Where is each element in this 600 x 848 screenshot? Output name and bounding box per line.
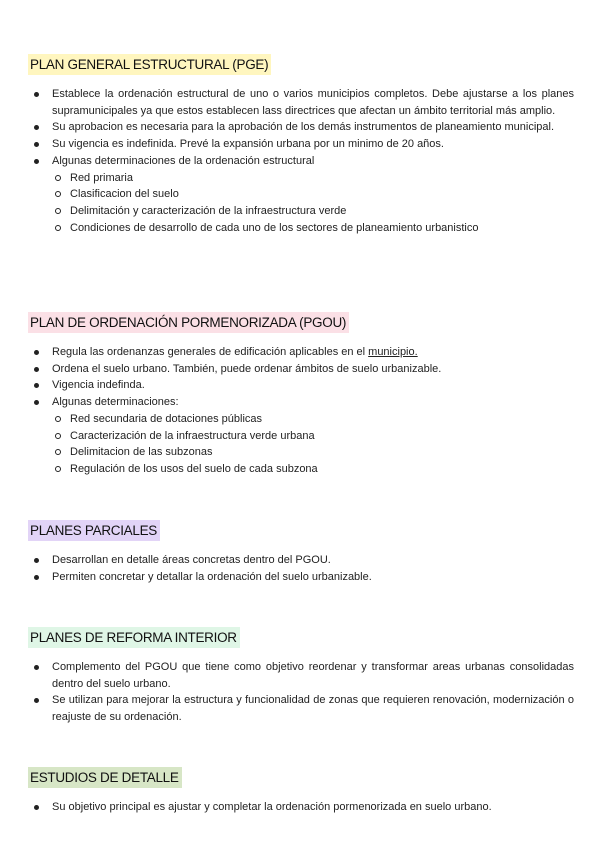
list-item: Algunas determinaciones de la ordenación estructural xyxy=(28,153,574,170)
sub-list-item: Clasificacion del suelo xyxy=(28,186,574,203)
section-heading: PLAN GENERAL ESTRUCTURAL (PGE) xyxy=(28,54,271,75)
list-item: Algunas determinaciones: xyxy=(28,394,574,411)
list-item: Establece la ordenación estructural de uno o varios municipios completos. Debe ajustarse a los planes supramunicipales ya que estos establecen lass directrices que afectan un ámbito territorial más amplio. xyxy=(28,86,574,119)
sub-list-item: Red primaria xyxy=(28,170,574,187)
sub-list-item: Delimitación y caracterización de la infraestructura verde xyxy=(28,203,574,220)
bullet-list xyxy=(28,344,574,478)
list-item: Permiten concretar y detallar la ordenación del suelo urbanizable. xyxy=(28,569,574,586)
section-heading: PLANES DE REFORMA INTERIOR xyxy=(28,627,240,648)
list-item: Complemento del PGOU que tiene como objetivo reordenar y transformar areas urbanas consolidadas dentro del suelo urbano. xyxy=(28,659,574,692)
section-pge xyxy=(28,54,574,236)
bullet-list xyxy=(28,799,574,816)
municipio-link[interactable]: municipio. xyxy=(368,346,418,358)
section-planes-parciales xyxy=(28,520,574,585)
sub-list-item: Regulación de los usos del suelo de cada subzona xyxy=(28,461,574,478)
list-item: Su vigencia es indefinida. Prevé la expansión urbana por un minimo de 20 años. xyxy=(28,136,574,153)
list-item-text: Regula las ordenanzas generales de edificación aplicables en el xyxy=(52,346,369,358)
bullet-list xyxy=(28,552,574,585)
list-item: Se utilizan para mejorar la estructura y funcionalidad de zonas que requieren renovación, modernización o reajuste de su ordenación. xyxy=(28,692,574,725)
section-heading: ESTUDIOS DE DETALLE xyxy=(28,767,182,788)
bullet-list xyxy=(28,659,574,726)
section-heading: PLANES PARCIALES xyxy=(28,520,160,541)
list-item: Vigencia indefinda. xyxy=(28,377,574,394)
sub-list-item: Condiciones de desarrollo de cada uno de los sectores de planeamiento urbanistico xyxy=(28,220,574,237)
section-pgou xyxy=(28,312,574,478)
section-estudios-detalle xyxy=(28,767,574,816)
section-heading: PLAN DE ORDENACIÓN PORMENORIZADA (PGOU) xyxy=(28,312,349,333)
sub-list-item: Caracterización de la infraestructura verde urbana xyxy=(28,428,574,445)
section-reforma-interior xyxy=(28,627,574,726)
bullet-list xyxy=(28,86,574,236)
list-item: Ordena el suelo urbano. También, puede ordenar ámbitos de suelo urbanizable. xyxy=(28,361,574,378)
list-item: Su objetivo principal es ajustar y completar la ordenación pormenorizada en suelo urbano. xyxy=(28,799,574,816)
list-item: Desarrollan en detalle áreas concretas dentro del PGOU. xyxy=(28,552,574,569)
sub-list-item: Red secundaria de dotaciones públicas xyxy=(28,411,574,428)
list-item: Su aprobacion es necesaria para la aprobación de los demás instrumentos de planeamiento municipal. xyxy=(28,119,574,136)
list-item xyxy=(28,344,574,361)
sub-list-item: Delimitacion de las subzonas xyxy=(28,444,574,461)
